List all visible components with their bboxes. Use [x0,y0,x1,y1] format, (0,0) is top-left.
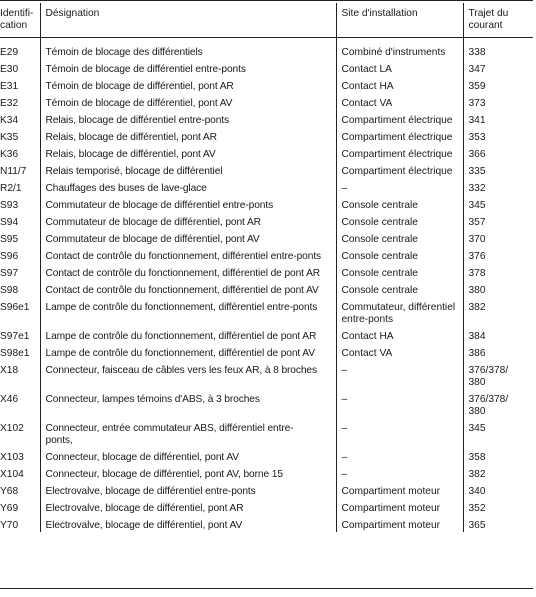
table-row [0,37,533,59]
table-row [0,418,533,447]
cell-identification: Y70 [0,519,19,531]
table-row [0,195,533,212]
cell-designation: Contact de contrôle du fonctionnement, différentiel de pont AR [40,263,336,280]
table-row [0,464,533,481]
table-row [0,447,533,464]
cell-designation: Commutateur de blocage de différentiel, pont AR [40,212,336,229]
cell-designation: Relais, blocage de différentiel entre-ponts [40,110,336,127]
cell-site: Combiné d'instruments [336,37,463,59]
cell-site: Compartiment électrique [336,127,463,144]
header-site: Site d'installation [336,3,463,37]
cell-trajet: 386 [463,343,533,360]
cell-trajet: 376/378/ 380 [463,389,533,418]
cell-designation: Connecteur, entrée commutateur ABS, différentiel entre- ponts, [40,418,336,447]
cell-designation: Contact de contrôle du fonctionnement, différentiel entre-ponts [40,246,336,263]
cell-trajet: 376 [463,246,533,263]
table-row [0,76,533,93]
table-row [0,498,533,515]
cell-identification: S98e1 [0,347,30,359]
table-header-row [0,3,533,37]
table-row [0,127,533,144]
table-row [0,263,533,280]
cell-site: Console centrale [336,280,463,297]
cell-designation: Témoin de blocage des différentiels [40,37,336,59]
cell-trajet: 358 [463,447,533,464]
cell-identification: S97e1 [0,330,30,342]
cell-identification: Y68 [0,485,19,497]
cell-trajet: 373 [463,93,533,110]
cell-trajet: 338 [463,37,533,59]
cell-designation: Connecteur, lampes témoins d'ABS, à 3 broches [40,389,336,418]
table-row [0,481,533,498]
cell-site: Console centrale [336,195,463,212]
cell-trajet: 340 [463,481,533,498]
cell-site: – [336,178,463,195]
cell-trajet: 378 [463,263,533,280]
table-row [0,246,533,263]
cell-identification: X103 [0,451,24,463]
cell-designation: Electrovalve, blocage de différentiel, pont AR [40,498,336,515]
cell-designation: Contact de contrôle du fonctionnement, différentiel de pont AV [40,280,336,297]
cell-designation: Lampe de contrôle du fonctionnement, différentiel entre-ponts [40,297,336,326]
cell-site: – [336,464,463,481]
cell-site: – [336,418,463,447]
cell-site: Console centrale [336,246,463,263]
cell-identification: S96 [0,250,19,262]
table-row [0,343,533,360]
cell-identification: E32 [0,97,19,109]
cell-trajet: 332 [463,178,533,195]
cell-trajet: 382 [463,464,533,481]
table-row [0,229,533,246]
component-table [0,3,533,532]
cell-designation: Commutateur de blocage de différentiel entre-ponts [40,195,336,212]
cell-designation: Connecteur, blocage de différentiel, pont AV [40,447,336,464]
cell-site: Console centrale [336,212,463,229]
cell-identification: R2/1 [0,182,22,194]
cell-identification: K34 [0,114,19,126]
cell-trajet: 341 [463,110,533,127]
cell-identification: N11/7 [0,165,27,177]
cell-trajet: 380 [463,280,533,297]
cell-identification: E29 [0,46,19,58]
cell-identification: S97 [0,267,19,279]
table-row [0,360,533,389]
table-body [0,37,533,532]
cell-designation: Relais, blocage de différentiel, pont AV [40,144,336,161]
cell-site: Compartiment moteur [336,481,463,498]
table-row [0,326,533,343]
cell-trajet: 366 [463,144,533,161]
cell-site: – [336,447,463,464]
top-rule [0,0,533,1]
cell-identification: K36 [0,148,19,160]
cell-trajet: 384 [463,326,533,343]
cell-trajet: 352 [463,498,533,515]
cell-site: Contact HA [336,76,463,93]
cell-designation: Commutateur de blocage de différentiel, pont AV [40,229,336,246]
cell-designation: Relais, blocage de différentiel, pont AR [40,127,336,144]
header-designation: Désignation [40,3,336,37]
cell-designation: Témoin de blocage de différentiel, pont AR [40,76,336,93]
table-row [0,212,533,229]
cell-designation: Chauffages des buses de lave-glace [40,178,336,195]
table-row [0,93,533,110]
cell-site: Compartiment électrique [336,144,463,161]
cell-site: – [336,389,463,418]
table-row [0,59,533,76]
cell-identification: Y69 [0,502,19,514]
table-row [0,515,533,532]
header-identification: Identifi- cation [0,3,40,37]
cell-site: Compartiment moteur [336,515,463,532]
cell-identification: K35 [0,131,19,143]
cell-designation: Lampe de contrôle du fonctionnement, différentiel de pont AV [40,343,336,360]
cell-identification: X102 [0,422,24,434]
cell-trajet: 376/378/ 380 [463,360,533,389]
cell-identification: S94 [0,216,19,228]
cell-designation: Connecteur, faisceau de câbles vers les feux AR, à 8 broches [40,360,336,389]
cell-site: Compartiment moteur [336,498,463,515]
cell-trajet: 382 [463,297,533,326]
cell-designation: Lampe de contrôle du fonctionnement, différentiel de pont AR [40,326,336,343]
cell-site: Contact LA [336,59,463,76]
header-trajet: Trajet du courant [463,3,533,37]
cell-site: – [336,360,463,389]
cell-identification: S93 [0,199,19,211]
cell-trajet: 359 [463,76,533,93]
cell-trajet: 347 [463,59,533,76]
table-row [0,110,533,127]
cell-trajet: 335 [463,161,533,178]
cell-identification: S95 [0,233,19,245]
table-row [0,297,533,326]
table-row [0,178,533,195]
cell-designation: Relais temporisé, blocage de différentiel [40,161,336,178]
cell-identification: S98 [0,284,19,296]
cell-site: Contact VA [336,93,463,110]
table-row [0,280,533,297]
cell-identification: E30 [0,63,19,75]
cell-trajet: 370 [463,229,533,246]
table-row [0,144,533,161]
cell-identification: X46 [0,393,19,405]
cell-site: Compartiment électrique [336,110,463,127]
cell-designation: Connecteur, blocage de différentiel, pont AV, borne 15 [40,464,336,481]
cell-identification: E31 [0,80,19,92]
cell-site: Commutateur, différentiel entre-ponts [336,297,463,326]
cell-site: Contact VA [336,343,463,360]
table-row [0,161,533,178]
cell-designation: Témoin de blocage de différentiel, pont AV [40,93,336,110]
bottom-rule [0,588,533,589]
cell-trajet: 345 [463,418,533,447]
cell-designation: Témoin de blocage de différentiel entre-ponts [40,59,336,76]
cell-trajet: 357 [463,212,533,229]
cell-site: Console centrale [336,263,463,280]
cell-identification: X18 [0,364,19,376]
cell-designation: Electrovalve, blocage de différentiel, pont AV [40,515,336,532]
cell-trajet: 365 [463,515,533,532]
cell-designation: Electrovalve, blocage de différentiel entre-ponts [40,481,336,498]
table-row [0,389,533,418]
cell-identification: S96e1 [0,301,30,313]
cell-trajet: 345 [463,195,533,212]
cell-trajet: 353 [463,127,533,144]
cell-identification: X104 [0,468,24,480]
cell-site: Compartiment électrique [336,161,463,178]
cell-site: Console centrale [336,229,463,246]
cell-site: Contact HA [336,326,463,343]
